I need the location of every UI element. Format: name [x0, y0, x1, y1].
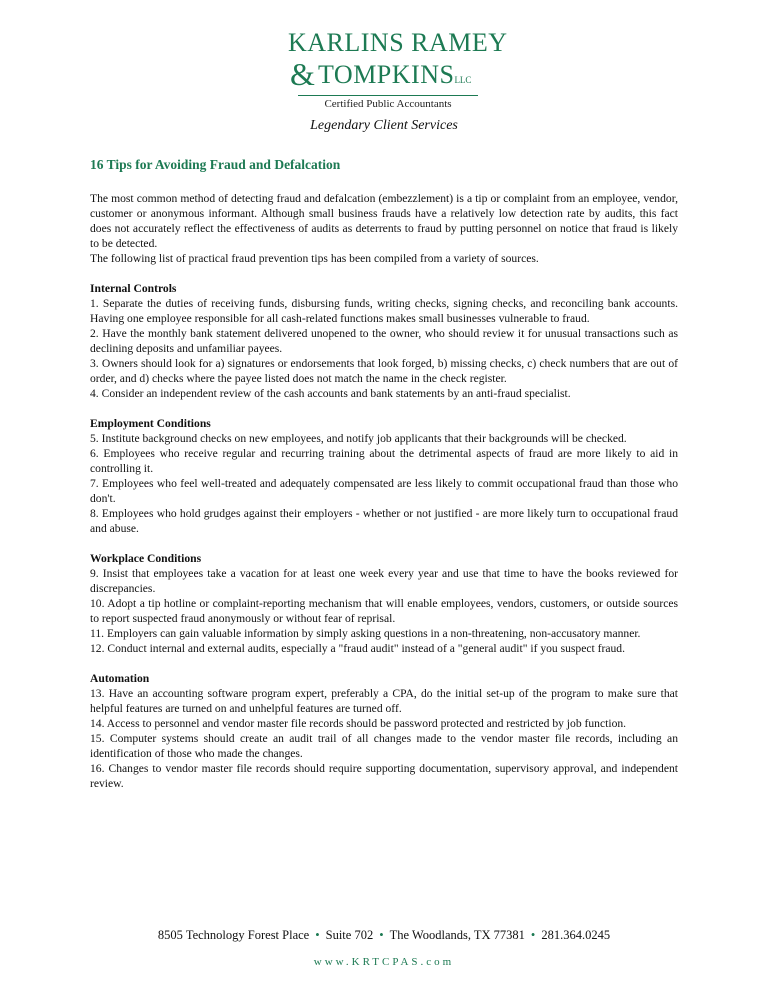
footer-phone: 281.364.0245	[541, 928, 611, 942]
tip-item: 12. Conduct internal and external audits, especially a "fraud audit" instead of a "general audit" if you suspect fraud.	[90, 642, 625, 655]
section-heading: Automation	[90, 672, 150, 685]
tip-item: 5. Institute background checks on new employees, and notify job applicants that their backgrounds will be checked.	[90, 432, 627, 445]
firm-logo	[288, 28, 508, 110]
section-automation	[90, 671, 678, 791]
logo-firm-line2	[318, 60, 471, 95]
letterhead	[0, 0, 768, 150]
document-body	[90, 156, 678, 791]
logo-subtitle: Certified Public Accountants	[324, 98, 452, 110]
tip-item: 3. Owners should look for a) signatures or endorsements that look forged, b) missing checks, c) check numbers that are out of order, and d) checks where the payee listed does not match the name in the check register.	[90, 357, 678, 385]
logo-firm-line1: KARLINS RAMEY	[288, 28, 508, 57]
logo-llc: LLC	[454, 75, 472, 85]
intro-note: The following list of practical fraud prevention tips has been compiled from a variety of sources.	[90, 252, 539, 265]
tip-item: 4. Consider an independent review of the cash accounts and bank statements by an anti-fraud specialist.	[90, 387, 571, 400]
tip-item: 2. Have the monthly bank statement delivered unopened to the owner, who should review it for unusual transactions such as declining deposits and unfamiliar payees.	[90, 327, 678, 355]
tip-item: 10. Adopt a tip hotline or complaint-reporting mechanism that will enable employees, vendors, customers, or outside sources to report suspected fraud anonymously or without fear of reprisal.	[90, 597, 678, 625]
tip-item: 1. Separate the duties of receiving funds, disbursing funds, writing checks, signing checks, and reconciling bank accounts. Having one employee responsible for all cash-related functions makes small businesses vulnerable to fraud.	[90, 297, 678, 325]
tagline: Legendary Client Services	[310, 118, 458, 133]
logo-ampersand: &	[290, 56, 315, 92]
tip-item: 13. Have an accounting software program expert, preferably a CPA, do the initial set-up of the program to make sure that helpful features are turned on and unhelpful features are turned off.	[90, 687, 678, 715]
document-title: 16 Tips for Avoiding Fraud and Defalcation	[90, 157, 341, 172]
logo-firm-line2-text: TOMPKINS	[318, 60, 455, 89]
footer-website-link[interactable]: www.KRTCPAS.com	[313, 956, 455, 968]
tip-item: 9. Insist that employees take a vacation for at least one week every year and use that time to have the books reviewed for discrepancies.	[90, 567, 678, 595]
footer-suite: Suite 702	[325, 928, 374, 942]
section-heading: Workplace Conditions	[90, 552, 202, 565]
section-heading: Employment Conditions	[90, 417, 211, 430]
tip-item: 11. Employers can gain valuable information by simply asking questions in a non-threatening, non-accusatory manner.	[90, 627, 641, 640]
section-heading: Internal Controls	[90, 282, 177, 295]
tip-item: 6. Employees who receive regular and recurring training about the detrimental aspects of fraud are more likely to aid in controlling it.	[90, 447, 678, 475]
footer-separator: •	[315, 928, 320, 942]
tip-item: 14. Access to personnel and vendor master file records should be password protected and restricted by job function.	[90, 717, 627, 730]
tip-item: 15. Computer systems should create an audit trail of all changes made to the vendor master file records, including an identification of those who made the changes.	[90, 732, 678, 760]
section-internal-controls	[90, 281, 678, 401]
footer-address-line	[0, 928, 768, 943]
footer-city: The Woodlands, TX 77381	[389, 928, 525, 942]
tip-item: 7. Employees who feel well-treated and adequately compensated are less likely to commit occupational fraud than those who don't.	[90, 477, 678, 505]
section-employment-conditions	[90, 416, 678, 536]
tip-item: 16. Changes to vendor master file records should require supporting documentation, supervisory approval, and independent review.	[90, 762, 678, 790]
footer-separator: •	[530, 928, 536, 942]
tip-item: 8. Employees who hold grudges against their employers - whether or not justified - are more likely turn to occupational fraud and abuse.	[90, 507, 678, 535]
section-workplace-conditions	[90, 551, 678, 656]
footer-separator: •	[379, 928, 384, 942]
intro-paragraph: The most common method of detecting fraud and defalcation (embezzlement) is a tip or complaint from an employee, vendor, customer or anonymous informant. Although small business frauds have a relatively low detection rate by audits, this fact does not accurately reflect the effectiveness of audits as deterrents to fraud by putting personnel on notice that fraud is likely to be detected.	[90, 192, 678, 250]
logo-rule	[298, 95, 478, 96]
footer-street: 8505 Technology Forest Place	[157, 928, 310, 942]
